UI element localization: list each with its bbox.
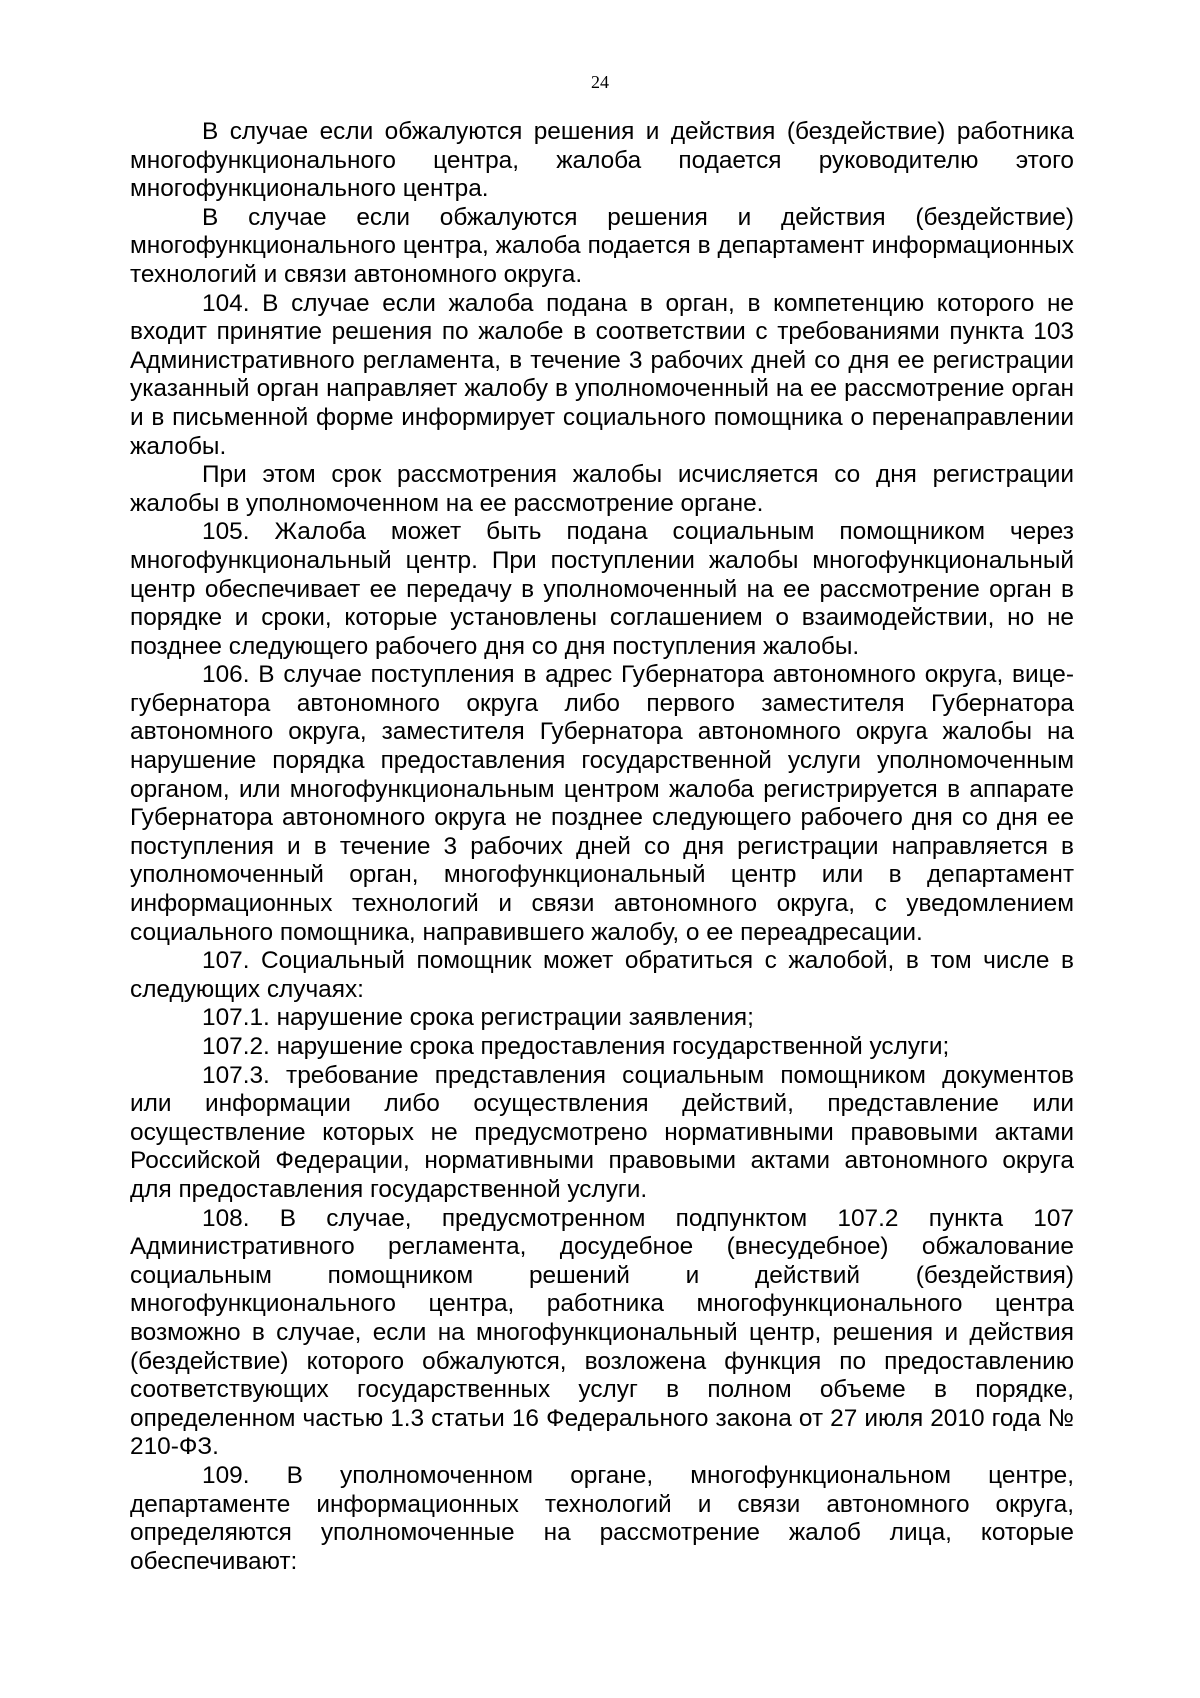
paragraph-104: 104. В случае если жалоба подана в орган, в компетенцию которого не входит принятие решения по жалобе в соответствии с требованиями пункта 103 Административного регламента, в течение 3 рабочих дней со дня ее регистрации указанный орган направляет жалобу в уполномоченный на ее рассмотрение орган и в письменной форме информирует социального помощника о перенаправлении жалобы. [130,289,1081,460]
paragraph-107-2: 107.2. нарушение срока предоставления государственной услуги; [202,1033,950,1060]
paragraph-107-3: 107.3. требование представления социальным помощником документов или информации либо осуществления действий, представление или осуществление которых не предусмотрено нормативными правовыми актами Российской Федерации, нормативными правовыми актами автономного округа для предоставления государственной услуги. [130,1061,1081,1203]
paragraph-104-term: При этом срок рассмотрения жалобы исчисляется со дня регистрации жалобы в уполномоченном на ее рассмотрение органе. [130,461,1081,517]
paragraph-109: 109. В уполномоченном органе, многофункциональном центре, департаменте информационных технологий и связи автономного округа, определяются уполномоченные на рассмотрение жалоб лица, которые обеспечивают: [130,1461,1081,1575]
paragraph-complaint-mfc: В случае если обжалуются решения и действия (бездействие) многофункционального центра, жалоба подается в департамент информационных технологий и связи автономного округа. [130,203,1081,288]
paragraph-107-1: 107.1. нарушение срока регистрации заявления; [202,1004,754,1032]
document-body [130,118,1081,1576]
paragraph-108: 108. В случае, предусмотренном подпунктом 107.2 пункта 107 Административного регламента, досудебное (внесудебное) обжалование социальным помощником решений и действий (бездействия) многофункционального центра, работника многофункционального центра возможно в случае, если на многофункциональный центр, решения и действия (бездействие) которого обжалуются, возложена функция по предоставлению соответствующих государственных услуг в полном объеме в порядке, определенном частью 1.3 статьи 16 Федерального закона от 27 июля 2010 года № 210-ФЗ. [130,1204,1081,1461]
paragraph-complaint-mfc-worker: В случае если обжалуются решения и действия (бездействие) работника многофункционального центра, жалоба подается руководителю этого многофункционального центра. [130,118,1081,203]
paragraph-106: 106. В случае поступления в адрес Губернатора автономного округа, вице-губернатора автономного округа либо первого заместителя Губернатора автономного округа, заместителя Губернатора автономного округа жалобы на нарушение порядка предоставления государственной услуги уполномоченным органом, или многофункциональным центром жалоба регистрируется в аппарате Губернатора автономного округа не позднее следующего рабочего дня со дня ее поступления и в течение 3 рабочих дней со дня регистрации направляется в уполномоченный орган, многофункциональный центр или в департамент информационных технологий и связи автономного округа, с уведомлением социального помощника, направившего жалобу, о ее переадресации. [130,661,1081,946]
paragraph-105: 105. Жалоба может быть подана социальным помощником через многофункциональный центр. При поступлении жалобы многофункциональный центр обеспечивает ее передачу в уполномоченный на ее рассмотрение орган в порядке и сроки, которые установлены соглашением о взаимодействии, но не позднее следующего рабочего дня со дня поступления жалобы. [130,518,1081,660]
paragraph-107: 107. Социальный помощник может обратиться с жалобой, в том числе в следующих случаях: [130,947,1081,1003]
page-number: 24 [591,72,609,92]
